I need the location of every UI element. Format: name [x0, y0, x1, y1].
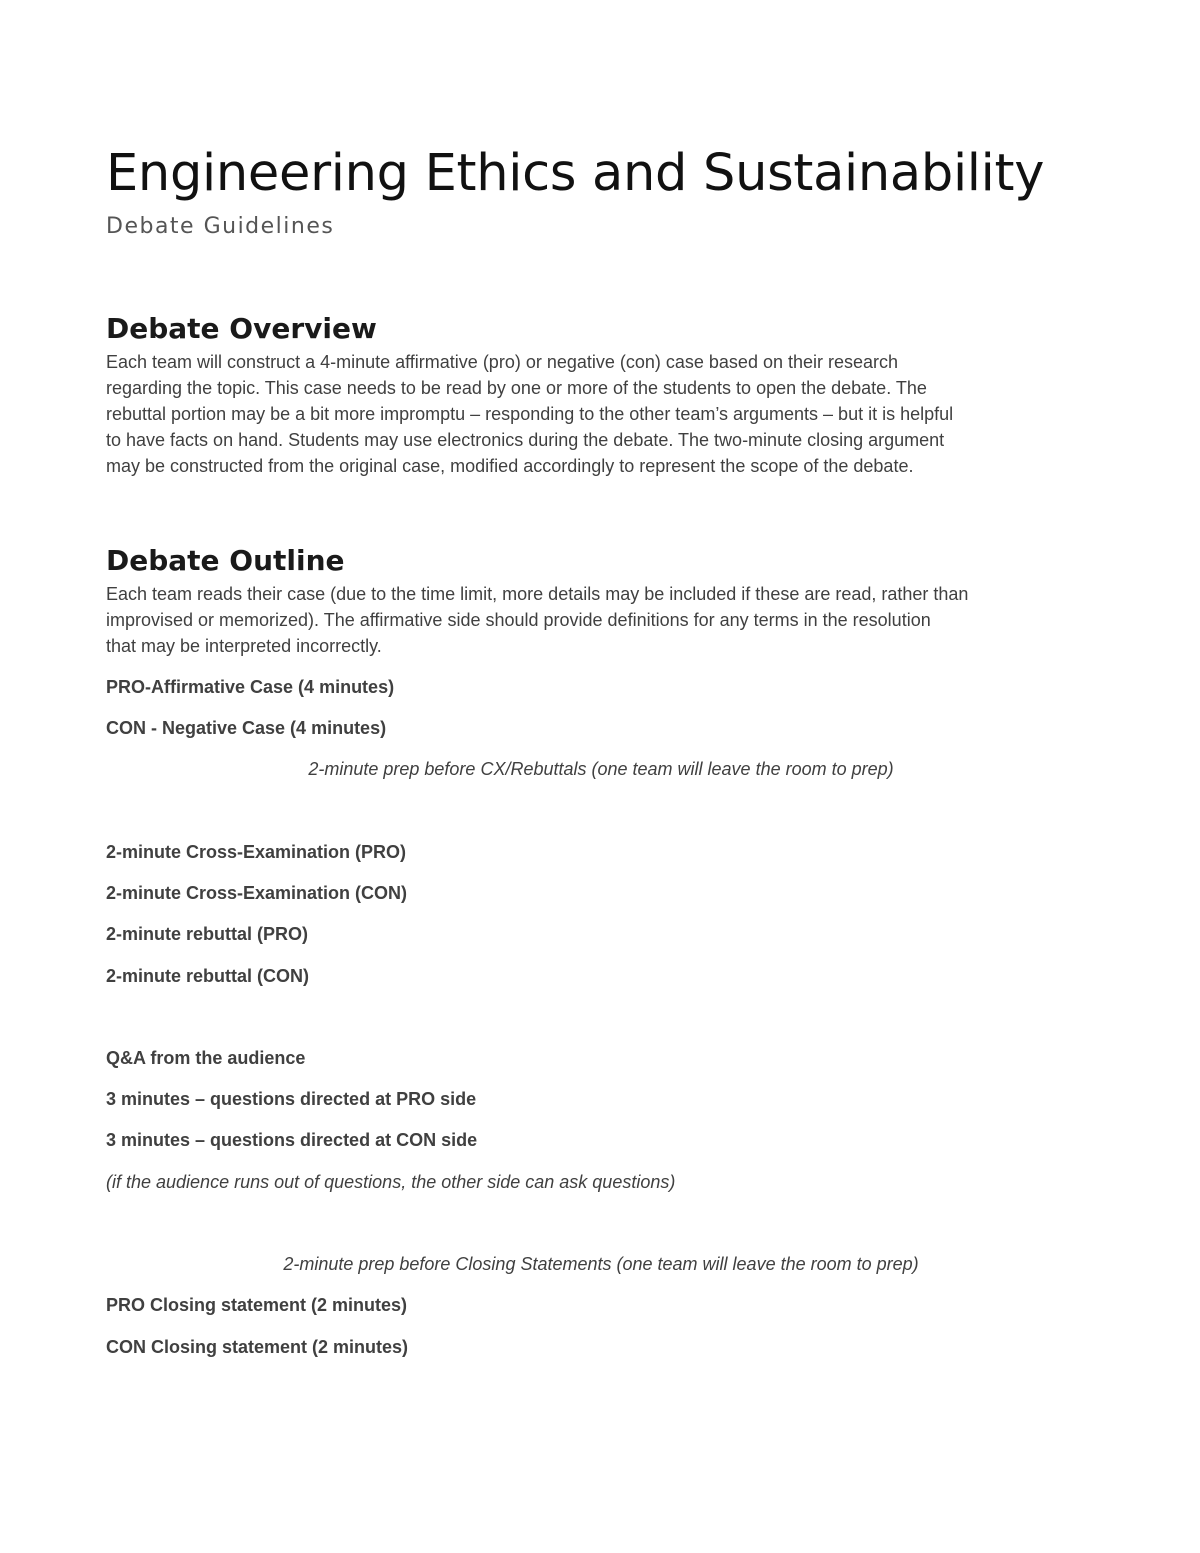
rebuttal-pro-item: 2-minute rebuttal (PRO): [106, 924, 309, 944]
overview-paragraph: [106, 349, 1096, 479]
overview-line: rebuttal portion may be a bit more impromptu – responding to the other team’s arguments – but it is helpful: [106, 404, 954, 424]
outline-heading: Debate Outline: [106, 544, 345, 577]
cx-pro-item: 2-minute Cross-Examination (PRO): [106, 842, 407, 862]
document-title: Engineering Ethics and Sustainability: [106, 144, 1045, 203]
qa-heading: Q&A from the audience: [106, 1048, 306, 1068]
outline-line: improvised or memorized). The affirmative side should provide definitions for any terms in the resolution: [106, 610, 931, 630]
qa-pro-item: 3 minutes – questions directed at PRO side: [106, 1089, 477, 1109]
outline-line: that may be interpreted incorrectly.: [106, 636, 382, 656]
overview-heading: Debate Overview: [106, 312, 377, 345]
qa-con-item: 3 minutes – questions directed at CON side: [106, 1130, 478, 1150]
rebuttal-con-item: 2-minute rebuttal (CON): [106, 966, 310, 986]
overview-line: regarding the topic. This case needs to be read by one or more of the students to open the debate. The: [106, 378, 927, 398]
document-subtitle: Debate Guidelines: [106, 214, 335, 239]
case-pro-item: PRO-Affirmative Case (4 minutes): [106, 677, 395, 697]
outline-line: Each team reads their case (due to the time limit, more details may be included if these are read, rather than: [106, 584, 969, 604]
overview-line: may be constructed from the original case, modified accordingly to represent the scope of the debate.: [106, 456, 914, 476]
outline-paragraph: [106, 581, 1096, 659]
prep-closing-note: 2-minute prep before Closing Statements (one team will leave the room to prep): [283, 1254, 919, 1274]
overview-line: to have facts on hand. Students may use electronics during the debate. The two-minute closing argument: [106, 430, 945, 450]
cx-con-item: 2-minute Cross-Examination (CON): [106, 883, 408, 903]
closing-pro-item: PRO Closing statement (2 minutes): [106, 1295, 408, 1315]
qa-note: (if the audience runs out of questions, the other side can ask questions): [106, 1172, 676, 1192]
case-con-item: CON - Negative Case (4 minutes): [106, 718, 387, 738]
prep-rebuttals-note: 2-minute prep before CX/Rebuttals (one team will leave the room to prep): [308, 759, 894, 779]
overview-line: Each team will construct a 4-minute affirmative (pro) or negative (con) case based on their research: [106, 352, 899, 372]
closing-con-item: CON Closing statement (2 minutes): [106, 1337, 409, 1357]
